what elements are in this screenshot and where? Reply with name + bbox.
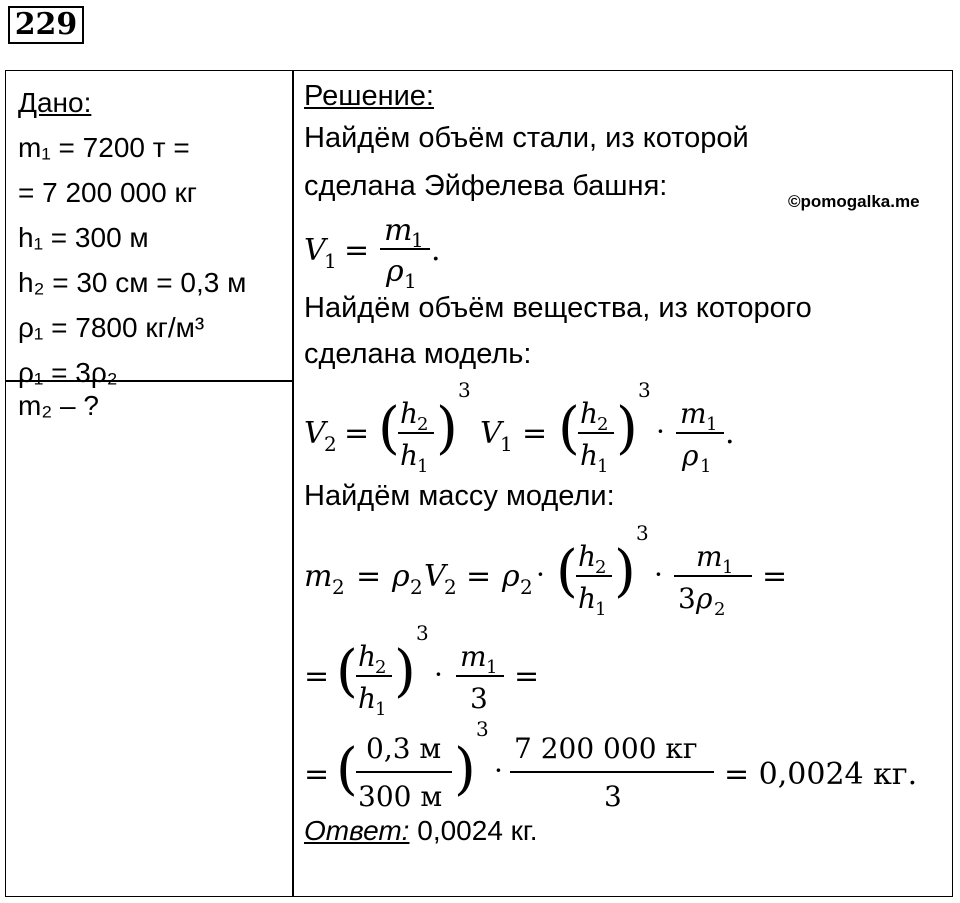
svg-text:=: =: [344, 416, 370, 451]
svg-text:=: =: [762, 559, 788, 594]
column-divider: [292, 70, 294, 897]
svg-text:(: (: [378, 396, 400, 461]
svg-text:=: =: [356, 559, 382, 594]
formula-m2-line1: [300, 520, 820, 625]
svg-text:h: h: [358, 682, 377, 715]
svg-text:2: 2: [520, 575, 533, 599]
svg-text:V: V: [480, 416, 502, 451]
find-label: m₂ – ?: [18, 390, 99, 421]
svg-text:3: 3: [638, 378, 651, 402]
svg-text:·: ·: [434, 658, 443, 691]
solution-text: Найдём объём вещества, из которого: [304, 292, 812, 324]
svg-text:m: m: [304, 559, 333, 594]
svg-text:=: =: [514, 659, 540, 694]
svg-text:1: 1: [706, 414, 718, 435]
svg-text:·: ·: [654, 558, 663, 591]
solution-text: Найдём объём стали, из которой: [304, 122, 749, 154]
svg-text:(: (: [336, 737, 358, 802]
svg-text:(: (: [336, 639, 358, 704]
svg-text:): ): [616, 396, 638, 461]
svg-text:3: 3: [470, 682, 488, 715]
svg-text:300 м: 300 м: [358, 780, 443, 813]
svg-text:=: =: [304, 757, 330, 792]
svg-text:(: (: [558, 396, 580, 461]
svg-text:2: 2: [410, 575, 423, 599]
svg-text:ρ: ρ: [502, 559, 520, 594]
svg-text:h: h: [580, 397, 599, 430]
svg-text:·: ·: [536, 558, 545, 591]
solution-text: сделана Эйфелева башня:: [304, 170, 668, 202]
svg-text:m: m: [680, 397, 707, 430]
svg-text:h: h: [578, 540, 597, 573]
svg-text:.: .: [431, 233, 441, 268]
svg-text:): ): [614, 539, 636, 604]
formula-m2-line3: [300, 716, 940, 816]
svg-text:2: 2: [324, 432, 337, 456]
given-line: h₁ = 300 м: [18, 222, 149, 253]
svg-text:2: 2: [332, 575, 345, 599]
svg-text:=: =: [522, 416, 548, 451]
given-line: = 7 200 000 кг: [18, 177, 197, 208]
svg-text:m: m: [696, 540, 723, 573]
svg-text:3: 3: [476, 717, 489, 741]
svg-text:2: 2: [595, 557, 607, 578]
svg-text:3: 3: [636, 521, 649, 545]
svg-text:h: h: [580, 439, 599, 472]
svg-text:ρ: ρ: [392, 559, 410, 594]
svg-text:V: V: [304, 233, 326, 268]
svg-text:1: 1: [722, 557, 734, 578]
svg-text:3: 3: [604, 780, 622, 813]
svg-text:h: h: [358, 640, 377, 673]
svg-text:2: 2: [444, 575, 457, 599]
svg-text:): ): [436, 396, 458, 461]
svg-text:V: V: [304, 416, 326, 451]
svg-text:2: 2: [597, 414, 609, 435]
watermark: ©pomogalka.me: [788, 192, 920, 211]
svg-text:1: 1: [500, 432, 513, 456]
svg-text:m: m: [384, 213, 413, 248]
given-header: Дано:: [18, 87, 92, 118]
svg-text:1: 1: [595, 599, 607, 620]
svg-text:= 0,0024 кг.: = 0,0024 кг.: [724, 757, 918, 792]
given-column: [18, 80, 246, 395]
svg-text:·: ·: [656, 415, 665, 448]
svg-text:.: .: [725, 416, 735, 451]
given-line: ρ₁ = 7800 кг/м³: [18, 312, 205, 343]
svg-text:h: h: [400, 439, 419, 472]
svg-text:2: 2: [714, 599, 726, 620]
given-line: h₂ = 30 см = 0,3 м: [18, 267, 247, 298]
svg-text:7 200 000 кг: 7 200 000 кг: [514, 732, 698, 765]
svg-text:1: 1: [404, 269, 417, 293]
svg-text:1: 1: [375, 699, 387, 720]
svg-text:1: 1: [324, 249, 337, 273]
given-line: ρ₁ = 3ρ₂: [18, 357, 118, 388]
svg-text:3: 3: [678, 582, 696, 615]
formula-v1: [300, 205, 500, 295]
svg-text:=: =: [304, 659, 330, 694]
svg-text:): ): [454, 737, 476, 802]
svg-text:3: 3: [416, 621, 429, 645]
svg-text:=: =: [344, 233, 370, 268]
answer-value: 0,0024 кг.: [409, 815, 538, 846]
problem-number: 229: [8, 6, 84, 44]
svg-text:h: h: [578, 582, 597, 615]
svg-text:3: 3: [458, 378, 471, 402]
svg-text:1: 1: [417, 456, 429, 475]
svg-text:): ): [394, 639, 416, 704]
given-line: m₁ = 7200 т =: [18, 132, 190, 163]
formula-m2-line2: [300, 620, 600, 720]
svg-text:ρ: ρ: [696, 582, 713, 615]
svg-text:ρ: ρ: [386, 254, 404, 289]
svg-text:m: m: [460, 640, 487, 673]
svg-text:V: V: [424, 559, 446, 594]
svg-text:1: 1: [486, 657, 498, 678]
svg-text:1: 1: [411, 228, 424, 252]
solution-text: Найдём массу модели:: [304, 480, 615, 512]
svg-text:2: 2: [375, 657, 387, 678]
svg-text:1: 1: [597, 456, 609, 475]
svg-text:ρ: ρ: [682, 439, 699, 472]
svg-text:h: h: [400, 397, 419, 430]
svg-text:2: 2: [417, 414, 429, 435]
svg-text:1: 1: [700, 456, 712, 475]
svg-text:·: ·: [494, 754, 503, 787]
svg-text:0,3 м: 0,3 м: [366, 732, 442, 765]
svg-text:=: =: [466, 559, 492, 594]
answer-label: Ответ:: [304, 815, 410, 846]
solution-text: сделана модель:: [304, 338, 532, 370]
answer-line: [304, 815, 538, 847]
formula-v2: [300, 375, 760, 475]
svg-text:(: (: [556, 539, 578, 604]
solution-header: Решение:: [304, 80, 434, 112]
